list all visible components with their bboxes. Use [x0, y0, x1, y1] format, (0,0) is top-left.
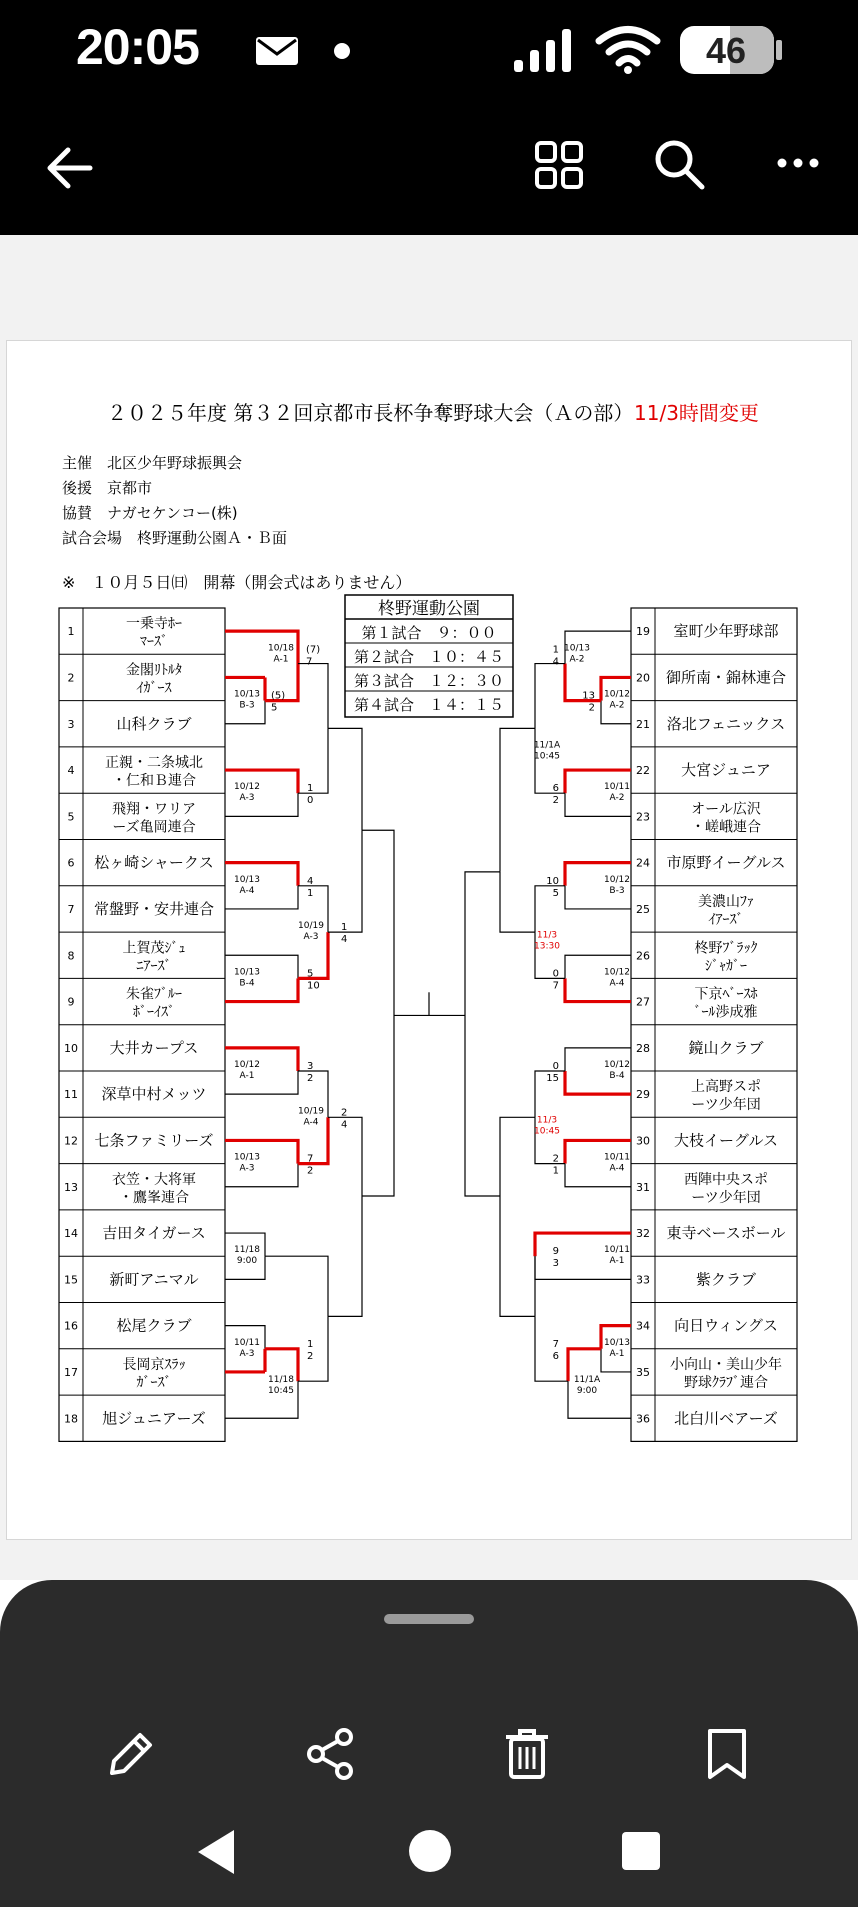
game-code: 13:30 — [534, 941, 560, 952]
team-name: 北白川ベアーズ — [674, 1409, 778, 1428]
game-code: B-3 — [609, 885, 625, 896]
game-code: A-1 — [609, 1256, 625, 1267]
back-arrow-icon[interactable] — [44, 142, 96, 194]
edit-pencil-icon[interactable] — [104, 1727, 158, 1781]
team-name: 朱雀ﾌﾞﾙｰﾎﾞｰｲｽﾞ — [126, 986, 182, 1021]
game-date: 11/18 — [268, 1374, 294, 1385]
team-number: 25 — [636, 902, 650, 916]
game-code: 10:45 — [534, 1126, 560, 1137]
game-date: 11/18 — [234, 1245, 260, 1256]
team-number: 8 — [67, 949, 75, 963]
team-number: 11 — [64, 1088, 78, 1102]
signal-icon — [512, 26, 578, 74]
team-number: 19 — [636, 625, 650, 639]
bracket-line — [362, 1015, 394, 1196]
game-code: A-2 — [609, 793, 625, 804]
team-name: オール広沢・嵯峨連合 — [691, 801, 761, 836]
tournament-title: ２０２５年度 第３２回京都市長杯争奪野球大会（Ａの部） — [107, 401, 634, 425]
game-score-1: 1 — [341, 922, 348, 934]
team-name: 大宮ジュニア — [681, 761, 771, 780]
bottom-action-sheet — [0, 1580, 858, 1907]
game-score-1: 3 — [307, 1061, 314, 1072]
team-number: 23 — [636, 810, 650, 824]
game-score-1: 1 — [307, 783, 314, 795]
game-code: A-3 — [239, 1348, 255, 1359]
team-name: 柊野ﾌﾞﾗｯｸｼﾞｬｶﾞｰ — [694, 940, 758, 975]
battery-icon — [678, 22, 784, 78]
team-number: 15 — [64, 1273, 78, 1287]
team-name: 新町アニマル — [109, 1270, 199, 1289]
bracket-line — [328, 728, 362, 830]
game-score-2: 15 — [546, 1073, 559, 1084]
game-code: 9:00 — [236, 1256, 258, 1267]
title-schedule-change: 11/3時間変更 — [634, 401, 759, 425]
bracket-line — [328, 1196, 362, 1316]
bracket-line — [225, 793, 298, 816]
game-date: 10/13 — [234, 1152, 260, 1163]
document-page — [6, 340, 852, 1540]
game-score-1: 7 — [552, 1338, 559, 1350]
team-number: 28 — [636, 1041, 650, 1055]
bracket-line — [225, 1164, 298, 1187]
schedule-venue: 柊野運動公園 — [378, 599, 480, 619]
bracket-line — [225, 886, 298, 909]
tournament-bracket — [7, 341, 853, 1541]
game-date: 10/19 — [298, 921, 324, 932]
bracket-line — [265, 1256, 328, 1316]
game-date: 10/13 — [604, 1337, 630, 1348]
game-date: 11/1A — [573, 1374, 601, 1385]
game-code: A-1 — [609, 1348, 625, 1359]
team-name: 衣笠・大将軍・鷹峯連合 — [112, 1171, 196, 1206]
game-score-2: 2 — [307, 1165, 314, 1177]
team-name: 吉田タイガース — [102, 1224, 206, 1243]
bracket-line — [500, 1196, 535, 1316]
bracket-line — [535, 1316, 568, 1381]
team-number: 6 — [67, 856, 75, 870]
bracket-line — [500, 728, 535, 872]
team-name: 小向山・美山少年野球ｸﾗﾌﾞ連合 — [670, 1356, 782, 1391]
team-name: 洛北フェニックス — [666, 714, 786, 733]
nav-recents-icon[interactable] — [620, 1830, 662, 1872]
game-score-2: 4 — [341, 934, 348, 946]
bracket-line — [535, 664, 565, 729]
team-number: 4 — [67, 764, 75, 778]
game-date: 10/13 — [234, 874, 260, 885]
team-number: 32 — [636, 1227, 650, 1241]
game-date: 10/12 — [234, 1060, 260, 1070]
nav-back-icon[interactable] — [194, 1828, 238, 1876]
game-score-1: 13 — [582, 690, 595, 702]
game-date: 10/12 — [604, 689, 630, 700]
game-score-1: 2 — [341, 1107, 348, 1119]
team-number: 2 — [67, 671, 75, 685]
game-score-1: 1 — [307, 1338, 314, 1350]
opening-note: ※ １０月５日㈰ 開幕（開会式はありません） — [62, 573, 412, 592]
team-name: 大枝イーグルス — [673, 1131, 779, 1150]
game-date: 11/3 — [536, 1115, 558, 1126]
top-app-bar — [0, 100, 858, 235]
game-code: B-3 — [239, 700, 255, 711]
game-score-2: 0 — [307, 795, 314, 807]
game-code: A-4 — [239, 885, 255, 896]
team-name: 大井カープス — [109, 1038, 199, 1057]
game-score-2: 2 — [552, 795, 559, 807]
game-code: A-3 — [239, 1163, 255, 1174]
team-number: 22 — [636, 764, 650, 778]
bracket-line — [225, 1071, 298, 1094]
game-code: A-2 — [569, 654, 585, 665]
team-number: 16 — [64, 1319, 78, 1333]
team-name: 御所南・錦林連合 — [665, 668, 787, 687]
game-code: 10:45 — [268, 1385, 294, 1396]
team-name: 上賀茂ｼﾞｭﾆｱｰｽﾞ — [122, 940, 186, 975]
team-number: 7 — [67, 902, 75, 916]
game-score-1: 6 — [552, 783, 559, 795]
game-score-1: (7) — [306, 644, 321, 656]
game-score-2: 4 — [552, 656, 559, 668]
game-code: A-1 — [273, 654, 289, 665]
team-name: 向日ウィングス — [674, 1316, 778, 1335]
bracket-line — [465, 1140, 500, 1196]
game-score-2: 4 — [341, 1119, 348, 1131]
game-date: 10/19 — [298, 1106, 324, 1117]
game-code: A-4 — [609, 978, 625, 989]
status-time: 20:05 — [76, 19, 199, 75]
game-date: 11/1A — [533, 740, 561, 751]
game-date: 10/12 — [234, 782, 260, 793]
game-date: 10/13 — [234, 689, 260, 700]
game-date: 10/11 — [604, 1245, 630, 1256]
game-score-2: 2 — [307, 1350, 314, 1362]
game-date: 10/13 — [564, 643, 590, 654]
team-number: 14 — [64, 1227, 78, 1241]
wifi-icon — [595, 24, 661, 74]
game-score-2: 3 — [552, 1258, 559, 1270]
team-name: 松尾クラブ — [116, 1316, 192, 1335]
game-code: A-3 — [303, 932, 319, 943]
game-score-1: 2 — [552, 1153, 559, 1165]
game-date: 10/11 — [604, 782, 630, 793]
grid-view-icon[interactable] — [534, 140, 584, 190]
game-date: 10/11 — [604, 1152, 630, 1163]
game-code: A-4 — [303, 1117, 319, 1128]
team-number: 27 — [636, 995, 650, 1009]
game-score-2: 5 — [552, 887, 559, 899]
game-code: B-4 — [239, 978, 255, 989]
team-name: 山科クラブ — [116, 714, 192, 733]
team-name: 美濃山ﾌｧｲｱｰｽﾞ — [698, 893, 754, 928]
schedule-box — [345, 595, 513, 717]
game-code: B-4 — [609, 1071, 625, 1081]
team-number: 35 — [636, 1365, 650, 1379]
game-date: 11/3 — [536, 930, 558, 941]
team-name: 下京ﾍﾞｰｽﾎﾞｰﾙ渉成雅 — [694, 986, 758, 1021]
game-code: A-3 — [239, 793, 255, 804]
sheet-drag-handle[interactable] — [384, 1614, 474, 1624]
team-number: 36 — [636, 1412, 650, 1426]
bracket-line — [500, 872, 535, 932]
mail-icon — [254, 35, 300, 67]
game-score-1: 1 — [552, 644, 559, 656]
game-score-1: 0 — [552, 1061, 559, 1072]
game-score-2: 2 — [588, 702, 595, 714]
game-score-2: 7 — [306, 656, 313, 668]
team-name: 市原野イーグルス — [666, 853, 786, 872]
game-date: 10/12 — [604, 1060, 630, 1070]
team-number: 26 — [636, 949, 650, 963]
team-name: 室町少年野球部 — [673, 622, 779, 641]
game-score-1: (5) — [271, 690, 286, 702]
team-name: 上高野スポーツ少年団 — [691, 1079, 761, 1114]
game-date: 10/13 — [234, 967, 260, 978]
team-number: 20 — [636, 671, 650, 685]
team-number: 17 — [64, 1365, 78, 1379]
team-number: 9 — [67, 995, 75, 1009]
game-score-2: 5 — [271, 702, 278, 714]
team-name: 西陣中央スポーツ少年団 — [684, 1171, 768, 1206]
bracket-line — [500, 1117, 535, 1196]
game-score-1: 5 — [307, 968, 314, 980]
organizer-host: 主催 北区少年野球振興会 — [62, 454, 243, 472]
team-name: 正親・二条城北・仁和Ｂ連合 — [105, 755, 203, 790]
bracket-line — [225, 978, 298, 1001]
schedule-game-4: 第４試合 １４：１５ — [353, 696, 505, 714]
game-code: A-1 — [239, 1071, 255, 1081]
team-number: 10 — [64, 1041, 78, 1055]
team-name: 七条ファミリーズ — [94, 1131, 214, 1150]
game-score-2: 6 — [552, 1350, 559, 1362]
game-score-2: 1 — [552, 1165, 559, 1177]
more-options-icon[interactable] — [776, 154, 820, 172]
delete-trash-icon[interactable] — [502, 1727, 552, 1781]
battery-level: 46 — [705, 30, 747, 71]
team-number: 21 — [636, 717, 650, 731]
status-bar — [0, 0, 858, 100]
team-name: 紫クラブ — [695, 1270, 757, 1289]
team-name: 飛翔・ワリアーズ亀岡連合 — [112, 801, 196, 836]
team-number: 3 — [67, 717, 75, 731]
game-score-2: 1 — [307, 887, 314, 899]
bracket-line — [362, 830, 394, 1015]
team-number: 13 — [64, 1180, 78, 1194]
game-code: 9:00 — [576, 1385, 598, 1396]
team-name: 常盤野・安井連合 — [93, 899, 215, 918]
nav-home-icon[interactable] — [407, 1828, 453, 1874]
share-icon[interactable] — [304, 1727, 358, 1781]
team-number: 34 — [636, 1319, 650, 1333]
game-score-1: 7 — [307, 1153, 314, 1165]
schedule-game-1: 第１試合 ９：００ — [361, 624, 497, 642]
venue-line: 試合会場 柊野運動公園Ａ・Ｂ面 — [62, 529, 288, 547]
organizer-support: 後援 京都市 — [62, 479, 153, 497]
game-code: 10:45 — [534, 751, 560, 762]
bookmark-icon[interactable] — [704, 1727, 750, 1781]
team-name: 長岡京ｽﾗｯｶﾞｰｽﾞ — [122, 1356, 186, 1391]
game-date: 10/11 — [234, 1337, 260, 1348]
team-number: 5 — [67, 810, 75, 824]
team-number: 1 — [67, 625, 75, 639]
game-code: A-2 — [609, 700, 625, 711]
notification-dot-icon — [332, 41, 352, 61]
organizer-sponsor: 協賛 ナガセケンコー(株) — [62, 504, 238, 522]
game-score-2: 2 — [307, 1073, 314, 1084]
team-number: 24 — [636, 856, 650, 870]
bracket-line — [465, 872, 500, 1141]
schedule-game-2: 第２試合 １０：４５ — [353, 648, 505, 666]
team-name: 一乗寺ﾎｰﾏｰｽﾞ — [126, 616, 182, 651]
game-score-1: 0 — [552, 968, 559, 980]
game-score-2: 7 — [552, 980, 559, 992]
game-score-1: 9 — [552, 1246, 559, 1258]
game-date: 10/12 — [604, 967, 630, 978]
team-name: 金閣ﾘﾄﾙﾀｲｶﾞｰｽ — [126, 662, 182, 697]
team-number: 18 — [64, 1412, 78, 1426]
schedule-game-3: 第３試合 １２：３０ — [353, 672, 505, 690]
game-date: 10/18 — [268, 643, 294, 654]
team-number: 29 — [636, 1088, 650, 1102]
search-icon[interactable] — [654, 139, 706, 191]
team-number: 33 — [636, 1273, 650, 1287]
team-number: 30 — [636, 1134, 650, 1148]
bracket-line — [298, 664, 328, 729]
team-number: 31 — [636, 1180, 650, 1194]
game-code: A-4 — [609, 1163, 625, 1174]
game-score-2: 10 — [307, 980, 320, 992]
team-name: 東寺ベースボール — [666, 1224, 786, 1243]
team-name: 松ヶ崎シャークス — [94, 853, 214, 872]
team-name: 深草中村メッツ — [101, 1085, 207, 1104]
team-name: 旭ジュニアーズ — [102, 1409, 206, 1428]
bracket-line — [328, 830, 362, 932]
game-date: 10/12 — [604, 874, 630, 885]
game-score-1: 10 — [546, 875, 559, 887]
team-number: 12 — [64, 1134, 78, 1148]
bracket-line — [535, 886, 565, 932]
game-score-1: 4 — [307, 875, 314, 887]
team-name: 鏡山クラブ — [688, 1038, 764, 1057]
